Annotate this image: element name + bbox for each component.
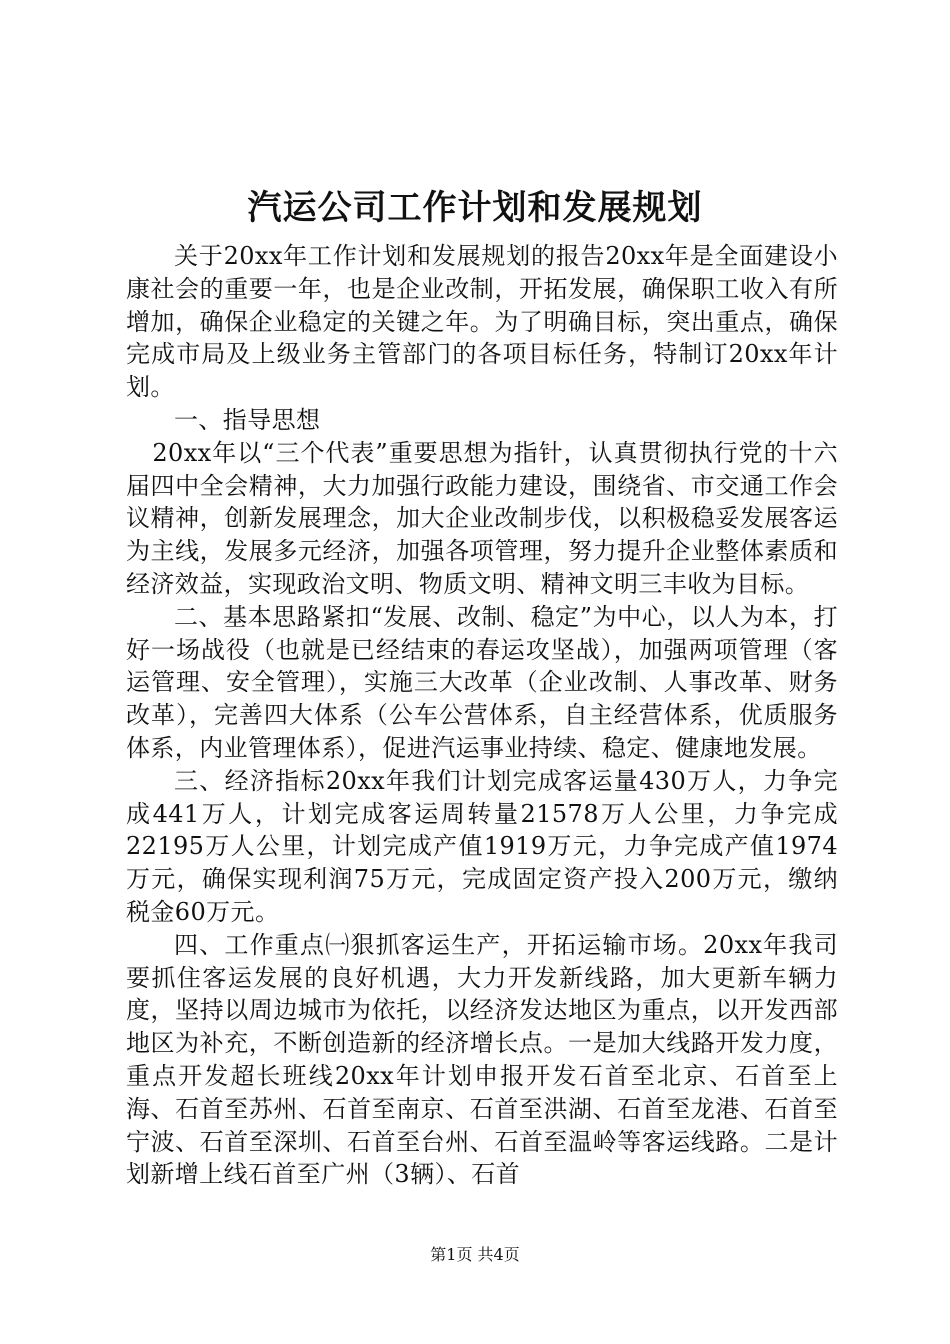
paragraph-basic-approach: 二、基本思路紧扣“发展、改制、稳定”为中心，以人为本，打好一场战役（也就是已经结束的春运攻坚战），加强两项管理（客运管理、安全管理），实施三大改革（企业改制、人事改革、财务改革），完善四大体系（公车公营体系，自主经营体系，优质服务体系，内业管理体系），促进汽运事业持续、稳定、健康地发展。 (126, 602, 838, 762)
heading-guiding-ideology: 一、指导思想 (174, 405, 321, 434)
paragraph-economic-targets: 三、经济指标20xx年我们计划完成客运量430万人，力争完成441万人，计划完成客运周转量21578万人公里，力争完成22195万人公里，计划完成产值1919万元，力争完成产值1974万元，确保实现利润75万元，完成固定资产投入200万元，缴纳税金60万元。 (126, 766, 838, 926)
paragraph-work-priorities: 四、工作重点㈠狠抓客运生产，开拓运输市场。20xx年我司要抓住客运发展的良好机遇，大力开发新线路，加大更新车辆力度，坚持以周边城市为依托，以经济发达地区为重点，以开发西部地区为补充，不断创造新的经济增长点。一是加大线路开发力度，重点开发超长班线20xx年计划申报开发石首至北京、石首至上海、石首至苏州、石首至南京、石首至洪湖、石首至龙港、石首至宁波、石首至深圳、石首至台州、石首至温岭等客运线路。二是计划新增上线石首至广州（3辆）、石首 (126, 930, 838, 1189)
paragraph-intro: 关于20xx年工作计划和发展规划的报告20xx年是全面建设小康社会的重要一年，也是企业改制，开拓发展，确保职工收入有所增加，确保企业稳定的关键之年。为了明确目标，突出重点，确保完成市局及上级业务主管部门的各项目标任务，特制订20xx年计划。 (126, 242, 838, 402)
paragraph-guiding-ideology: 20xx年以“三个代表”重要思想为指针，认真贯彻执行党的十六届四中全会精神，大力加强行政能力建设，围绕省、市交通工作会议精神，创新发展理念，加大企业改制步伐，以积极稳妥发展客运为主线，发展多元经济，加强各项管理，努力提升企业整体素质和经济效益，实现政治文明、物质文明、精神文明三丰收为目标。 (126, 438, 838, 598)
document-body (126, 240, 838, 1191)
document-title: 汽运公司工作计划和发展规划 (247, 188, 703, 228)
page-number-footer: 第1页 共4页 (430, 1245, 520, 1264)
